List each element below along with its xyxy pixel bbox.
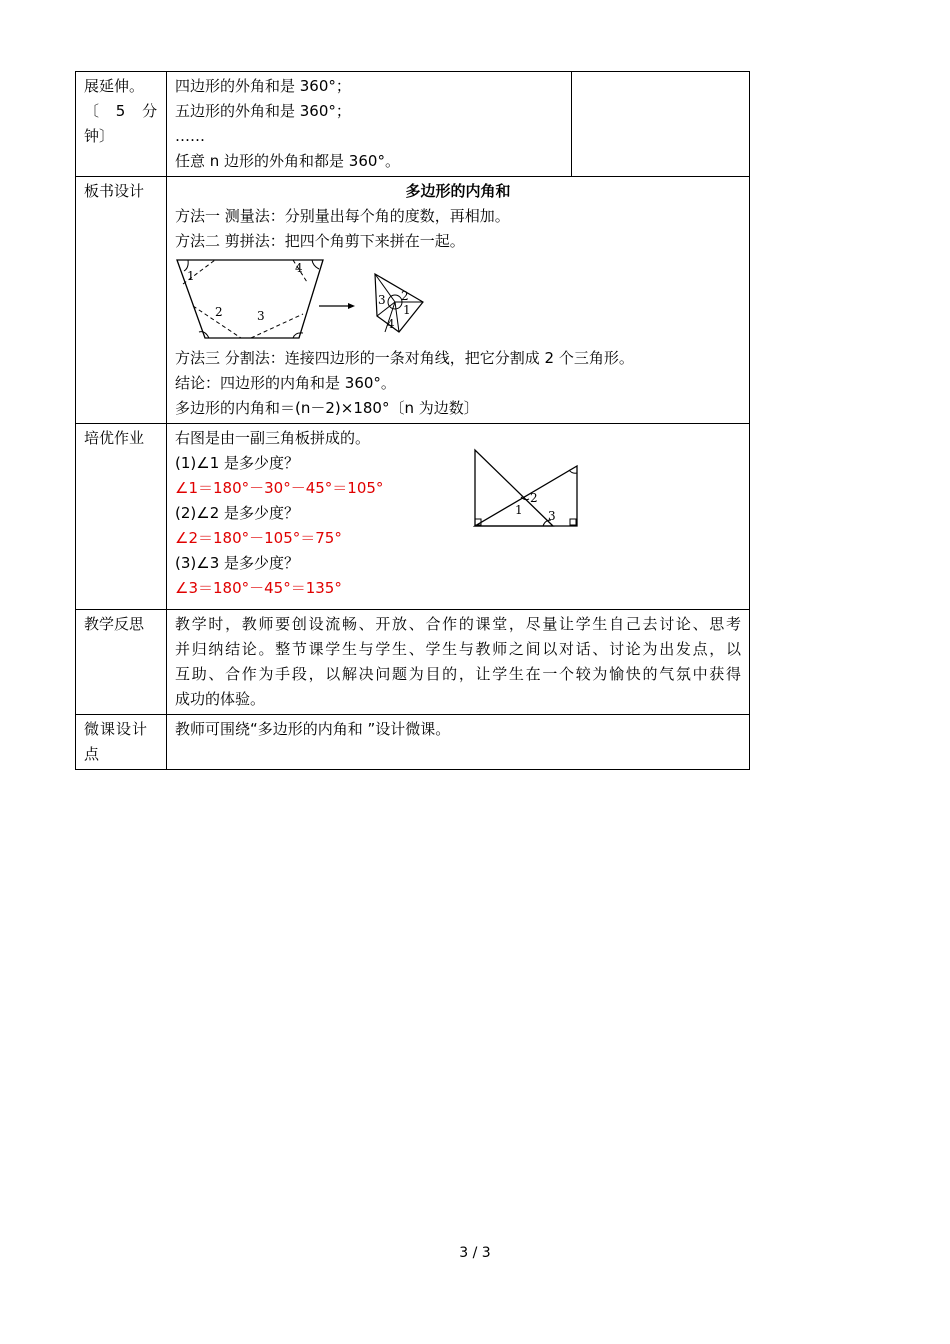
row-extend-content: [167, 72, 572, 177]
board-label: 板书设计: [84, 182, 145, 200]
board-title: 多边形的内角和: [405, 182, 511, 200]
extend-line-1: 四边形的外角和是 360°；: [175, 77, 351, 95]
homework-label: 培优作业: [84, 429, 145, 447]
joined-label-2: 2: [401, 289, 409, 303]
row-extend-label: [76, 72, 167, 177]
cut-and-join-figure: [175, 254, 445, 346]
extend-label-line-1: 展延伸。: [84, 77, 145, 95]
joined-label-1: 1: [403, 303, 411, 317]
row-reflection-content: [167, 610, 750, 715]
extend-line-4: 任意 n 边形的外角和都是 360°。: [175, 152, 400, 170]
hw-label-3: 3: [548, 509, 556, 523]
board-method-3: 方法三 分割法：连接四边形的一条对角线，把它分割成 2 个三角形。: [175, 349, 634, 367]
row-micro: [76, 715, 750, 770]
joined-angles-figure: [375, 274, 423, 332]
quad-label-2: 2: [215, 305, 223, 319]
homework-a3: ∠3＝180°－45°＝135°: [175, 579, 342, 597]
row-micro-content: [167, 715, 750, 770]
micro-label-line-2: 点: [84, 745, 100, 763]
row-board-content: [167, 177, 750, 424]
board-formula: 多边形的内角和＝(n－2)×180°〔n 为边数〕: [175, 399, 479, 417]
homework-q3: (3)∠3 是多少度？: [175, 554, 300, 572]
row-board: [76, 177, 750, 424]
row-homework: [76, 424, 750, 610]
extend-line-3: ……: [175, 127, 205, 145]
quad-label-4: 4: [295, 261, 303, 275]
quad-label-3: 3: [257, 309, 265, 323]
board-method-2: 方法二 剪拼法：把四个角剪下来拼在一起。: [175, 232, 465, 250]
arrow-head: [348, 303, 355, 309]
extend-line-2: 五边形的外角和是 360°；: [175, 102, 351, 120]
reflection-line-3: 互助、合作为手段，以解决问题为目的，让学生在一个较为愉快的气氛中获得: [175, 665, 741, 683]
quad-label-1: 1: [187, 269, 195, 283]
row-micro-label: [76, 715, 167, 770]
row-homework-label: [76, 424, 167, 610]
triangle-rulers-figure: [473, 448, 583, 530]
row-board-label: [76, 177, 167, 424]
lesson-table: [75, 71, 750, 770]
reflection-label: 教学反思: [84, 615, 145, 633]
extend-label-line-2: 〔 5 分: [84, 102, 164, 120]
micro-label-line-1: 微课设计: [84, 720, 149, 738]
hw-label-1: 1: [515, 503, 523, 517]
board-method-1: 方法一 测量法：分别量出每个角的度数，再相加。: [175, 207, 510, 225]
micro-text: 教师可围绕“多边形的内角和 ”设计微课。: [175, 720, 451, 738]
row-reflection: [76, 610, 750, 715]
joined-label-3: 3: [378, 293, 386, 307]
homework-a1: ∠1＝180°－30°－45°＝105°: [175, 479, 384, 497]
row-extend: [76, 72, 750, 177]
board-conclusion: 结论：四边形的内角和是 360°。: [175, 374, 396, 392]
row-homework-content: [167, 424, 750, 610]
homework-intro: 右图是由一副三角板拼成的。: [175, 429, 371, 447]
joined-label-4: 4: [387, 317, 395, 331]
homework-q1: (1)∠1 是多少度？: [175, 454, 300, 472]
reflection-line-4: 成功的体验。: [175, 690, 266, 708]
row-reflection-label: [76, 610, 167, 715]
hw-label-2: 2: [530, 491, 538, 505]
row-extend-notes: [572, 72, 750, 177]
homework-q2: (2)∠2 是多少度？: [175, 504, 300, 522]
reflection-line-1: 教学时，教师要创设流畅、开放、合作的课堂，尽量让学生自己去讨论、思考: [175, 615, 741, 633]
extend-label-line-3: 钟〕: [84, 127, 115, 145]
homework-a2: ∠2＝180°－105°＝75°: [175, 529, 342, 547]
page-number: 3 / 3: [459, 1245, 491, 1261]
reflection-line-2: 并归纳结论。整节课学生与学生、学生与教师之间以对话、讨论为出发点，以: [175, 640, 741, 658]
